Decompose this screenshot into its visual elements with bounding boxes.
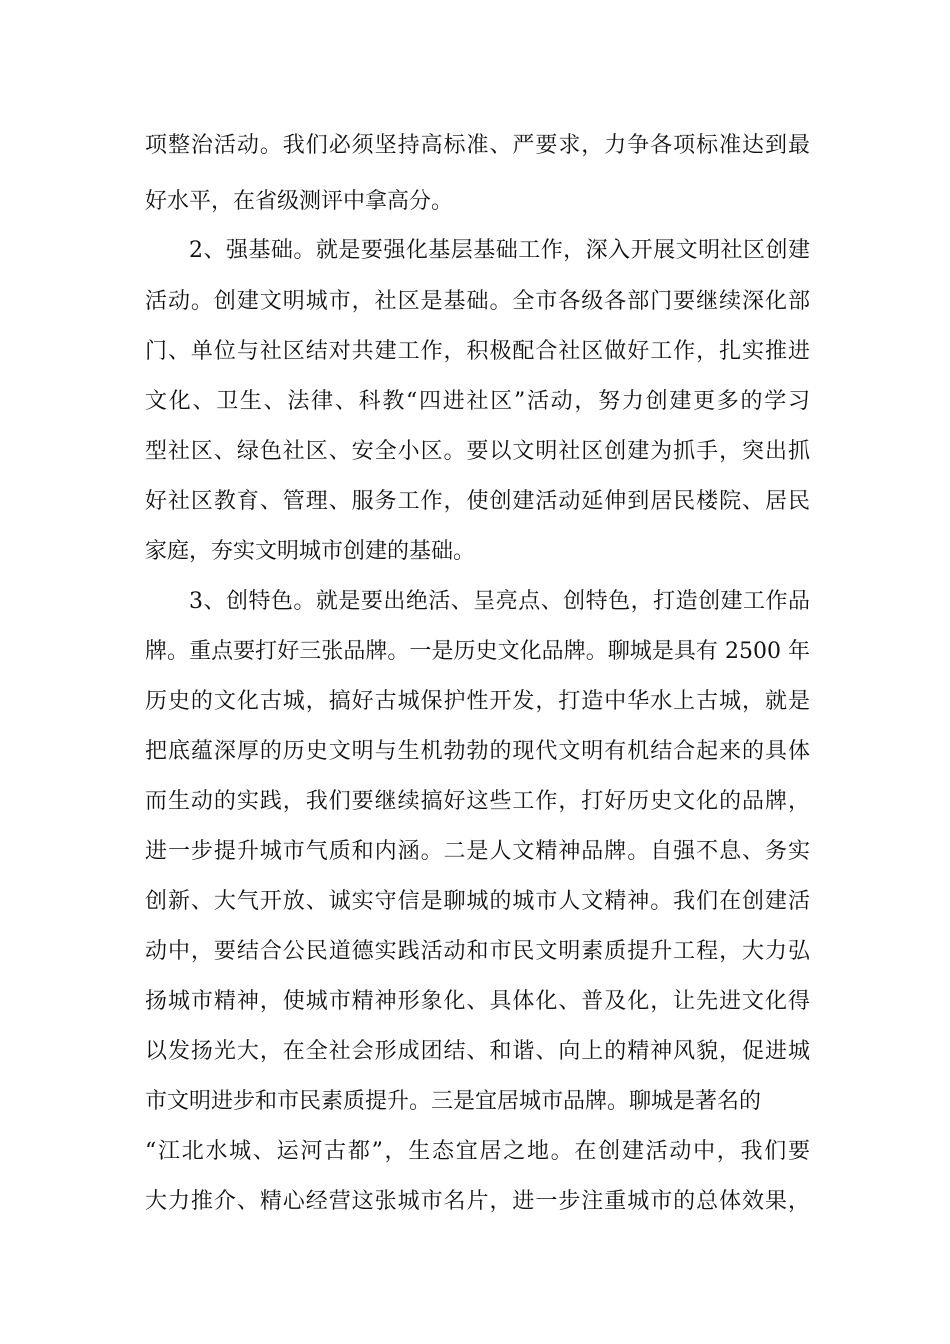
- text-line: 以发扬光大，在全社会形成团结、和谐、向上的精神风貌，促进城: [145, 1039, 810, 1064]
- text-line: 把底蕴深厚的历史文明与生机勃勃的现代文明有机结合起来的具体: [145, 739, 810, 764]
- text-line: 而生动的实践，我们要继续搞好这些工作，打好历史文化的品牌，: [145, 789, 810, 814]
- text-line: 家庭，夯实文明城市创建的基础。: [145, 539, 476, 564]
- text-line: 创新、大气开放、诚实守信是聊城的城市人文精神。我们在创建活: [145, 889, 810, 914]
- text-line: “江北水城、运河古都”，生态宜居之地。在创建活动中，我们要: [145, 1139, 810, 1164]
- text-line: 3、创特色。就是要出绝活、呈亮点、创特色，打造创建工作品: [189, 589, 810, 614]
- text-line: 好社区教育、管理、服务工作，使创建活动延伸到居民楼院、居民: [145, 489, 810, 514]
- text-line: 好水平，在省级测评中拿高分。: [145, 189, 454, 214]
- text-line: 动中，要结合公民道德实践活动和市民文明素质提升工程，大力弘: [145, 939, 810, 964]
- text-line: 2、强基础。就是要强化基层基础工作，深入开展文明社区创建: [189, 238, 810, 263]
- text-line: 牌。重点要打好三张品牌。一是历史文化品牌。聊城是具有 2500 年: [145, 639, 810, 664]
- text-line: 大力推介、精心经营这张城市名片，进一步注重城市的总体效果，: [145, 1189, 810, 1214]
- text-line: 活动。创建文明城市，社区是基础。全市各级各部门要继续深化部: [145, 289, 810, 314]
- text-line: 型社区、绿色社区、安全小区。要以文明社区创建为抓手，突出抓: [145, 439, 810, 464]
- text-line: 进一步提升城市气质和内涵。二是人文精神品牌。自强不息、务实: [145, 839, 810, 864]
- text-line: 扬城市精神，使城市精神形象化、具体化、普及化，让先进文化得: [145, 989, 810, 1014]
- text-line: 项整治活动。我们必须坚持高标准、严要求，力争各项标准达到最: [145, 133, 810, 158]
- text-line: 门、单位与社区结对共建工作，积极配合社区做好工作，扎实推进: [145, 339, 810, 364]
- text-line: 市文明进步和市民素质提升。三是宜居城市品牌。聊城是著名的: [145, 1089, 762, 1114]
- text-line: 文化、卫生、法律、科教“四进社区”活动，努力创建更多的学习: [145, 389, 810, 414]
- text-line: 历史的文化古城，搞好古城保护性开发，打造中华水上古城，就是: [145, 689, 810, 714]
